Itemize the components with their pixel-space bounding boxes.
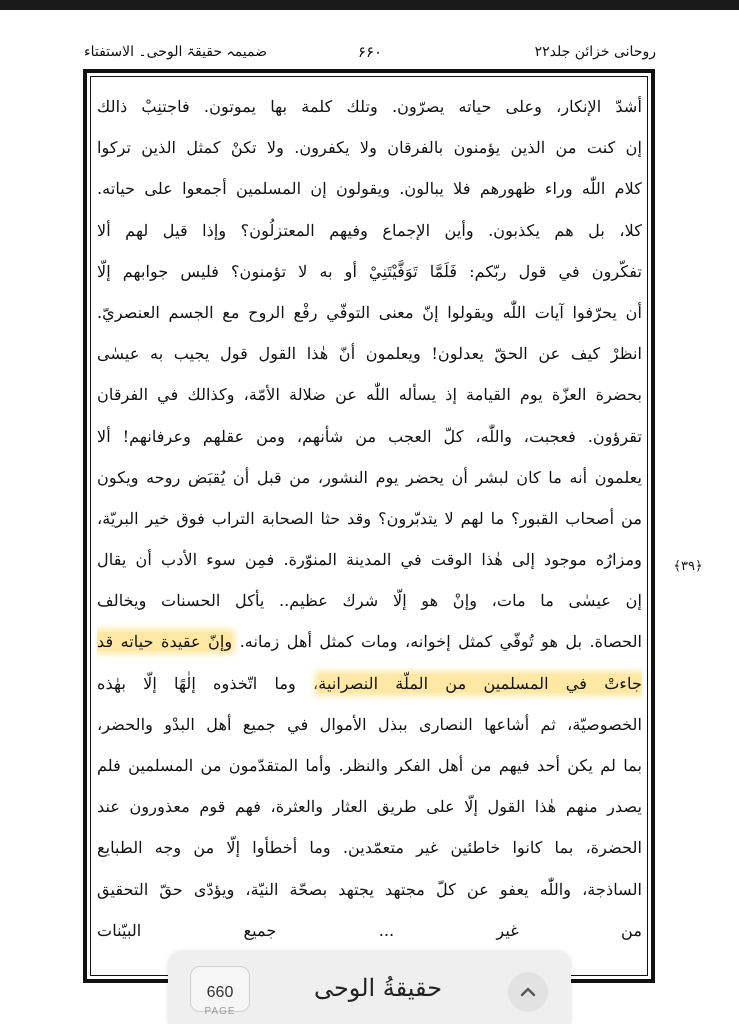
highlighted-text[interactable]: وإنّ عقيدة حياته قد [97, 632, 233, 652]
text-line: أشدّ الإنكار، وعلى حياته يصرّون. وتلك كلمة بها يموتون. فاجتنِبْ ذالك [97, 97, 642, 116]
header-volume-title: روحانی خزائن جلد۲۲ [534, 44, 656, 60]
text-line: من أصحاب القبور؟ ما لهم لا يتدبّرون؟ وقد حثا الصحابة التراب فوق خير البريّة، [97, 508, 642, 528]
text-line: الخصوصيّة، ثم أشاعها النصارى ببذل الأموال في جميع أهل البدْو والحضر، [97, 714, 642, 734]
text-line [97, 663, 642, 704]
chevron-up-icon [518, 982, 538, 1002]
text-line: من غير ... جميع البيّنات [97, 920, 642, 940]
text-line: يعلمون أنه ما كان لبشر أن يحضر يوم النشور، من قبل أن يُقبَض روحه ويكون [97, 467, 642, 487]
header-page-number: ۶۶۰ [357, 43, 383, 61]
book-title: حقيقةُ الوحى [313, 974, 443, 1002]
running-header [84, 40, 656, 64]
line-text: ، وما اتّخذوه إلٰهًا إلّا بهٰذه [97, 673, 319, 693]
page-caption: PAGE [204, 1006, 236, 1017]
text-line: تفكّرون في قول ربّكم: فَلَمَّا تَوَفَّيْتَنِيْ أو به لا تؤمنون؟ فليس جوابهم إلّا [97, 261, 642, 281]
text-line: يصدر منهم هٰذا القول إلّا على طريق العثار والعثرة، فهم قوم معذورون عند [97, 797, 642, 817]
text-line: كلام اللّٰه وراء ظهورهم فلا يبالون. ويقولون إن المسلمين أجمعوا على حياته. [97, 179, 642, 199]
text-line: تقرؤون. فعجبت، واللّٰه، كلّ العجب من شأنهم، ومن عقلهم وعرفانهم! ألا [97, 426, 642, 446]
text-line: إن كنت من الذين يؤمنون بالفرقان ولا يكفرون. ولا تكنْ كمثل الذين تركوا [97, 138, 642, 158]
text-line: بما لم يكن أحد فيهم من أهل الفكر والنظر. وأما المتقدّمون من المسلمين فلم [97, 756, 642, 775]
line-text: الحصاة. بل هو تُوفّي كمثل إخوانه، ومات كمثل أهل زمانه. [239, 632, 642, 652]
text-line: إن عيسٰى ما مات، وإنْ هو إلّا شرك عظيم.. يأكل الحسنات ويخالف [97, 591, 642, 611]
status-strip [0, 0, 739, 10]
margin-reference: ﴿۳۹﴾ [673, 559, 703, 574]
text-line: أن يحرّفوا آيات اللّٰه ويقولوا إنّ معنى التوفّي رفْع الروح مع الجسم العنصريّ. [97, 302, 642, 322]
text-line: الساذجة، واللّٰه يعفو عن كلّ مجتهد يجتهد بصحّة النيّة، ويؤدّى حقّ التحقيق [97, 879, 642, 899]
text-line: بحضرة العزّة يوم القيامة إذ يسأله اللّٰه عن ضلالة الأمّة، وكذالك في الفرقان [97, 385, 642, 405]
text-line: انظرْ كيف عن الحقّ يعدلون! ويعلمون أنّ هٰذا القول قول يجيب به عيسٰى [97, 344, 642, 364]
text-line: الحضرة، بما كانوا خاطئين غير متعمّدين. وما أخطأوا إلّا من وجه الطبايع [97, 838, 642, 858]
page-body-text [97, 86, 642, 968]
text-line: ومزارُه موجود إلى هٰذا الوقت في المدينة المنوّرة. فمِن سوء الأدب أن يقال [97, 550, 642, 570]
page-number: 660 [206, 984, 234, 1001]
page-indicator[interactable] [190, 966, 250, 1017]
reader-bottom-bar [168, 952, 571, 1024]
header-section-title: ضمیمہ حقیقۃ الوحی۔ الاستفتاء [84, 44, 267, 60]
expand-button[interactable] [508, 972, 548, 1012]
highlighted-text[interactable]: جاءتْ في المسلمين من الملّة النصرانية [318, 673, 642, 693]
text-line [97, 621, 642, 662]
text-line: كلا، بل هم يكذبون. وأين الإجماع وفيهم المعتزلُون؟ وإذا قيل لهم ألا [97, 220, 642, 240]
